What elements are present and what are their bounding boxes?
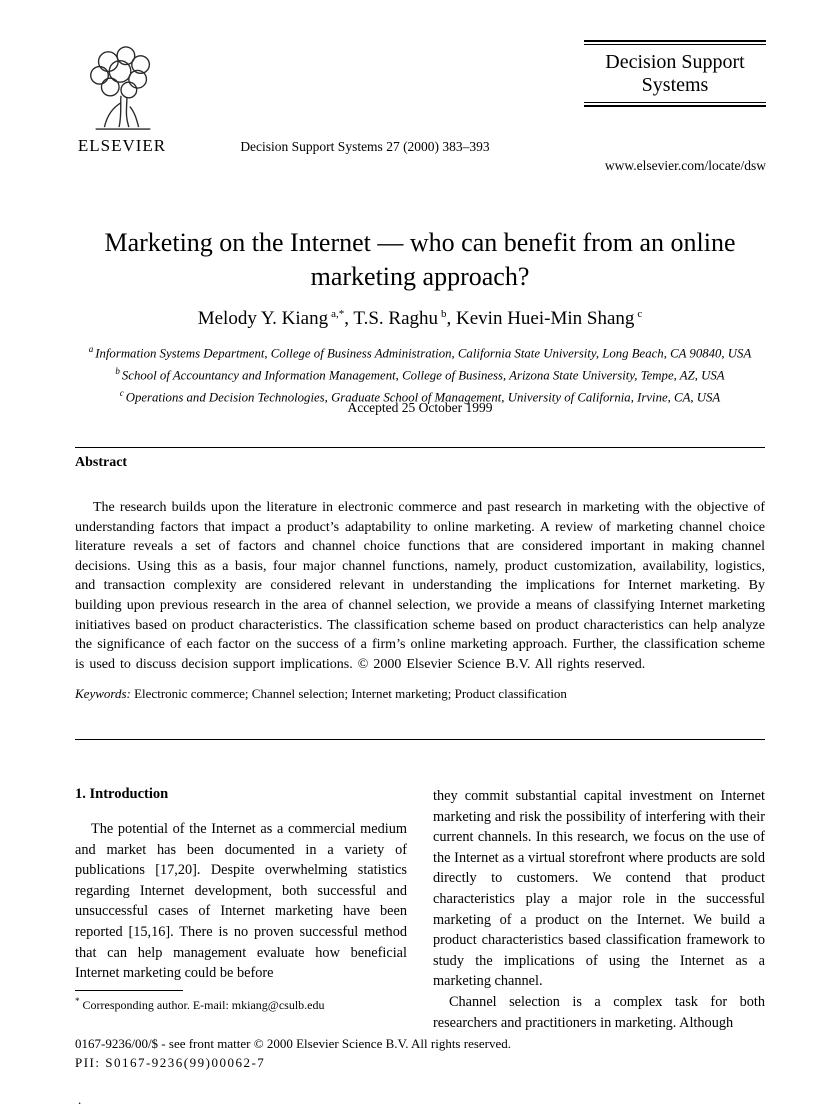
masthead-rule-bottom-thin [584,102,766,103]
author-2-affil-marker: b [441,308,447,320]
accepted-date: Accepted 25 October 1999 [347,400,493,415]
masthead-rule-top-thick [584,40,766,42]
article-title: Marketing on the Internet — who can benefit from an online marketing approach? [104,228,736,291]
keywords-line [75,686,765,702]
section-divider-bottom [75,739,765,740]
affiliation-2: $^b$ School of Accountancy and Information Management, College of Business, Arizona State University, Tempe, AZ, USA [115,365,725,383]
right-column [433,786,765,1033]
journal-masthead [584,40,766,109]
corresponding-author-footnote [75,990,415,1013]
abstract-text: The research builds upon the literature in electronic commerce and past research in marketing with the objective of understanding factors that impact a product’s adaptability to online marketing. A review of marketing channel choice literature reveals a set of factors and channel choice functions that are considered important in making channel decisions. Using this as a basis, four major channel functions, namely, product customization, availability, logistics, and transaction complexity are considered relevant in understanding the implications for Internet marketing. By building upon previous research in the area of channel selection, we provide a means of classifying Internet marketing initiatives based on product characteristics. The classification scheme based on product characteristics can help analyze the significance of each factor on the success of a firm’s online marketing approach. Further, the classification scheme is used to discuss decision support implications. © 2000 Elsevier Science B.V. All rights reserved. [75,500,765,672]
footnote-marker: * [75,996,80,1006]
author-1-affil-marker: a,* [331,308,345,320]
authors-line [75,308,765,330]
publisher-logo-block [74,44,170,156]
footer-copyright-line: 0167-9236/00/$ - see front matter © 2000 Elsevier Science B.V. All rights reserved. [75,1036,512,1051]
section-1-heading: 1. Introduction [75,786,169,802]
abstract-heading: Abstract [75,455,128,470]
masthead-rule-bottom-thick [584,105,766,107]
author-1: Melody Y. Kiang $^{a,*}$, [197,308,354,330]
section-divider-top [75,447,765,448]
elsevier-tree-logo-icon [78,44,166,134]
journal-citation: Decision Support Systems 27 (2000) 383–393 [240,139,490,154]
footnote-rule [75,990,183,991]
author-3-affil-marker: c [637,308,643,320]
intro-paragraph-left: The potential of the Internet as a commercial medium and market has been documented in a variety of publications [17,20]. Despite overwhelming statistics regarding Internet development, both successful and unsuccessful cases of Internet marketing have been reported [15,16]. There is no proven successful method that can help management evaluate how beneficial Internet marketing could be before [75,821,407,982]
masthead-rule-top-thin [584,44,766,45]
journal-website-url[interactable]: www.elsevier.com/locate/dsw [604,158,766,173]
intro-paragraph-right-1: they commit substantial capital investment on Internet marketing and risk the possibility of interfering with their current channels. In this research, we focus on the use of the Internet as a virtual storefront where products are sold directly to customers. We contend that product characteristics play a major role in the successful marketing of a product on the Internet. We build a product characteristics based classification framework to study the implications of using the Internet as a marketing channel. [433,788,765,990]
keywords-text: Electronic commerce; Channel selection; Internet marketing; Product classification [130,686,567,701]
affiliation-3: $^c$ Operations and Decision Technologies, Graduate School of Management, University of California, Irvine, CA, USA [119,387,721,404]
author-3: Kevin Huei-Min Shang $^c$ [456,308,643,330]
affiliations-block [75,341,765,406]
journal-name [584,47,766,102]
footer-pii-line: PII: S0167-9236(99)00062-7 [75,1055,266,1070]
affiliation-1: $^a$ Information Systems Department, College of Business Administration, California State University, Long Beach, CA 90840, USA [88,344,752,361]
journal-name-line1: Decision Support [605,51,745,73]
article-footer [75,1034,765,1072]
keywords-label: Keywords: [75,686,131,701]
footnote-text: Corresponding author. E-mail: mkiang@csulb.edu [82,998,325,1012]
page-artifact-dot: . [78,1092,82,1107]
journal-name-line2: Systems [641,74,709,96]
author-2: T.S. Raghu $^b$, [353,308,457,330]
publisher-name: ELSEVIER [77,136,167,155]
intro-paragraph-right-2: Channel selection is a complex task for both researchers and practitioners in marketing. Although [433,993,765,1031]
